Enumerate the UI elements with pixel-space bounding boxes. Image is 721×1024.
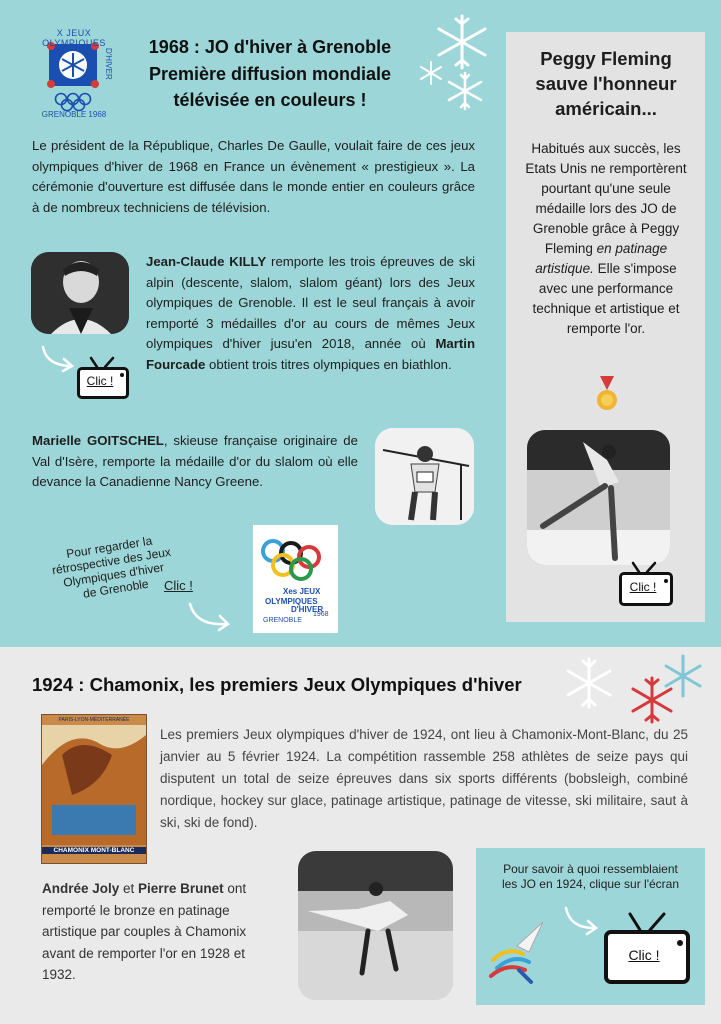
killy-text bbox=[146, 252, 475, 375]
pair-body: ont remporté le bronze en patinage artistique par couples à Chamonix avant de remporter l'or en 1928 et 1932. bbox=[42, 881, 247, 982]
goitschel-photo bbox=[375, 428, 474, 525]
gold-medal-icon bbox=[596, 376, 618, 417]
tv-clic-label: Clic ! bbox=[628, 947, 660, 963]
arrow-icon bbox=[186, 598, 236, 639]
title-1924: 1924 : Chamonix, les premiers Jeux Olympiques d'hiver bbox=[32, 674, 522, 695]
tv-knob-icon bbox=[120, 373, 124, 377]
goitschel-text bbox=[32, 431, 358, 493]
sidebar-text-em: en patinage artistique. bbox=[535, 241, 668, 276]
retro-note: Pour regarder la rétrospective des Jeux Olympiques d'hiver de Grenoble bbox=[51, 533, 172, 601]
fleming-photo bbox=[527, 430, 670, 565]
pair-text bbox=[42, 878, 282, 986]
goitschel-name: Marielle GOITSCHEL bbox=[32, 433, 164, 448]
snowflake-icon bbox=[660, 653, 706, 704]
skaters-photo bbox=[298, 851, 453, 1000]
sidebar-text-a: Habitués aux succès, les Etats Unis ne remportèrent pourtant qu'une seule médaille lors des JO de Grenoble grâce à Peggy Fleming bbox=[525, 141, 687, 256]
intro-1968: Le président de la République, Charles De Gaulle, voulait faire de ces jeux olympiques d'hiver de 1968 en France un évènement « prestigieux ». La cérémonie d'ouverture est diffusée dans le monde entier en couleurs grâce à de nombreux techniciens de télévision. bbox=[32, 138, 475, 215]
brunet-name: Pierre Brunet bbox=[138, 881, 224, 896]
arrow-icon bbox=[40, 344, 80, 379]
sidebar-text bbox=[520, 139, 692, 339]
goitschel-body: , skieuse française originaire de Val d'Isère, remporte la médaille d'or du slalom où elle devance la Canadienne Nancy Greene. bbox=[32, 433, 358, 489]
sidebar-text-b: Elle s'impose avec une performance technique et artistique et remporte l'or. bbox=[532, 261, 680, 336]
tv-button-killy[interactable] bbox=[77, 355, 129, 399]
snowflake-icon bbox=[444, 70, 486, 117]
pair-and: et bbox=[119, 881, 139, 896]
killy-photo bbox=[31, 252, 129, 334]
poster-year: 1968 bbox=[313, 611, 329, 618]
title-1968: 1968 : JO d'hiver à Grenoble Première diffusion mondiale télévisée en couleurs ! bbox=[148, 37, 392, 110]
tv-clic-label: Clic ! bbox=[629, 580, 657, 594]
logo-text-bottom: GRENOBLE 1968 bbox=[41, 110, 107, 119]
logo-text-side: D'HIVER bbox=[104, 48, 113, 80]
snowflake-icon bbox=[561, 655, 617, 716]
chamonix-poster bbox=[41, 714, 147, 864]
poster-line-1: Xes JEUX bbox=[283, 587, 321, 596]
chamonix-box-text: Pour savoir à quoi ressemblaient les JO en 1924, clique sur l'écran bbox=[501, 862, 680, 891]
grenoble-poster[interactable] bbox=[253, 525, 338, 633]
poster-line-4: GRENOBLE bbox=[263, 617, 302, 624]
snowflake-icon bbox=[418, 60, 444, 91]
tv-button-chamonix[interactable] bbox=[604, 910, 690, 984]
tv-knob-icon bbox=[677, 940, 683, 946]
poster-bottom-text: CHAMONIX MONT-BLANC bbox=[42, 847, 146, 854]
retro-clic-link[interactable]: Clic ! bbox=[164, 578, 193, 593]
tv-knob-icon bbox=[664, 579, 668, 583]
killy-text-1: remporte les trois épreuves de ski alpin (descente, slalom, slalom géant) lors des Jeux olympiques de Grenoble. Il est le seul français à avoir remporté 3 médailles d'or au cours de mêmes Jeux olympiques d'hiver jusu'en 2018, année où bbox=[146, 254, 476, 351]
killy-text-2: obtient trois titres olympiques en biathlon. bbox=[205, 356, 452, 372]
poster-line-3: D'HIVER bbox=[291, 605, 324, 614]
joly-name: Andrée Joly bbox=[42, 881, 120, 896]
tv-button-fleming[interactable] bbox=[619, 560, 673, 606]
tv-clic-label: Clic ! bbox=[86, 374, 114, 388]
grenoble-1968-logo bbox=[28, 28, 118, 120]
poster-top-text: PARIS-LYON-MÉDITERRANÉE bbox=[58, 717, 130, 723]
fourcade-name: Martin Fourcade bbox=[146, 336, 475, 372]
arrow-icon bbox=[562, 904, 606, 943]
chamonix-1924-logo bbox=[487, 918, 555, 991]
poster-line-2: OLYMPIQUES bbox=[265, 597, 318, 606]
sidebar-title: Peggy Fleming sauve l'honneur américain... bbox=[535, 48, 677, 119]
intro-1924: Les premiers Jeux olympiques d'hiver de 1924, ont lieu à Chamonix-Mont-Blanc, du 25 janvier au 5 février 1924. La compétition rassemble 258 athlètes de seize pays qui disputent un total de seize épreuves dans six sports différents (bobsleigh, combiné nordique, hockey sur glace, patinage artistique, patinage de vitesse, ski militaire, saut à ski, ski de fond). bbox=[160, 727, 688, 830]
killy-name: Jean-Claude KILLY bbox=[146, 254, 267, 269]
logo-text-top: X JEUX OLYMPIQUES bbox=[42, 28, 106, 48]
